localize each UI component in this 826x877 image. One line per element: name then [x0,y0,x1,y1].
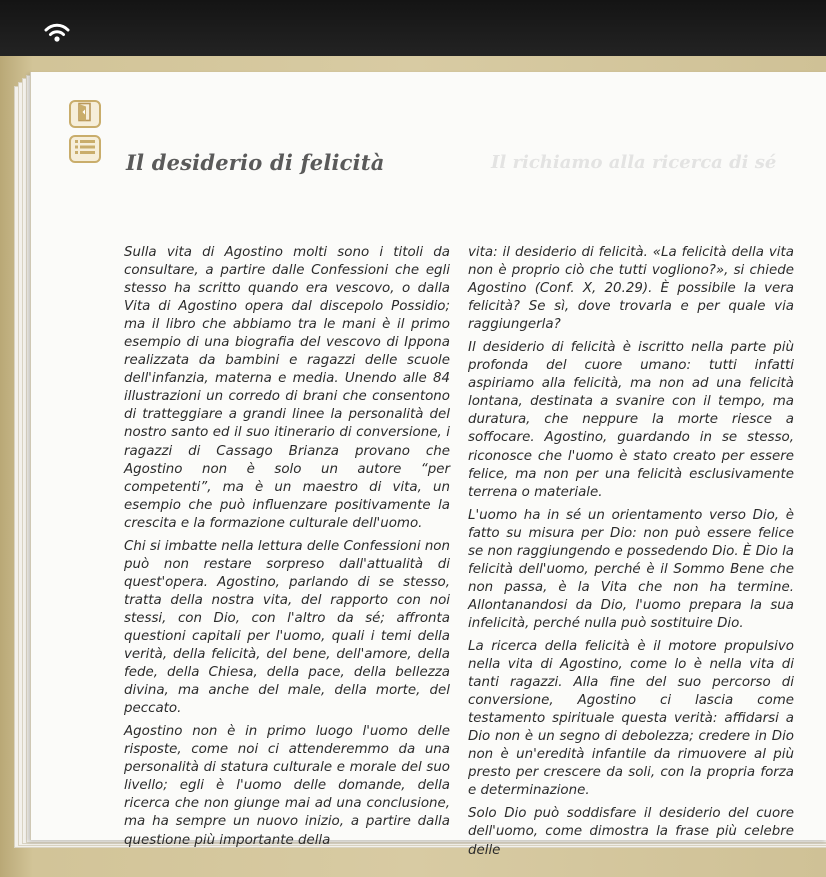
menu-button[interactable] [69,135,101,163]
paragraph: Il desiderio di felicità è iscritto nella parte più profonda del cuore umano: tutti infatti aspiriamo alla felicità, ma non ad una felicità lontana, destinata a svanire con il tempo, ma duratura, che neppure la morte riesce a soffocare. Agostino, guardando in se stesso, riconosce che l'uomo è stato creato per essere felice, ma non per una felicità esclusivamente terrena o materiale. [468,340,794,500]
paragraph: Agostino non è in primo luogo l'uomo delle risposte, come noi ci attenderemmo da una personalità di statura culturale e morale del suo livello; egli è l'uomo delle domande, della ricerca che non giunge mai ad una conclusione, ma ha sempre un nuovo inizio, a partire dalla questione più importante della [124,724,450,848]
page-title: Il desiderio di felicità [126,150,385,175]
paragraph: L'uomo ha in sé un orientamento verso Dio, è fatto su misura per Dio: non può essere felice se non raggiungendo e possedendo Dio. È Dio la felicità dell'uomo, perché è il Sommo Bene che non passa, è la Vita che non ha termine. Allontanandosi da Dio, l'uomo prepara la sua infelicità, perché nulla può sostituire Dio. [468,507,794,631]
list-menu-icon [74,139,96,159]
bleed-through-text: Il richiamo alla ricerca di sé [491,152,777,173]
exit-door-icon [75,102,95,126]
paragraph: Sulla vita di Agostino molti sono i titoli da consultare, a partire dalle Confessioni che egli stesso ha scritto quando era vescovo, o dalla Vita di Agostino opera dal discepolo Possidio; ma il libro che abbiamo tra le mani è il primo esempio di una biografia del vescovo di Ippona realizzata da bambini e ragazzi delle scuole dell'infanzia, materna e media. Unendo alle 84 illustrazioni un corredo di brani che consentono di tratteggiare a grandi linee la personalità del nostro santo ed il suo itinerario di conversione, i ragazzi di Cassago Brianza provano che Agostino non è solo un autore “per competenti”, ma è un maestro di vita, un esempio che può influenzare positivamente la crescita e la formazione culturale dell'uomo. [124,245,450,531]
paragraph: vita: il desiderio di felicità. «La felicità della vita non è proprio ciò che tutti vogliono?», si chiede Agostino (Conf. X, 20.29). È possibile la vera felicità? Se sì, dove trovarla e per quale via raggiungerla? [468,245,794,333]
wifi-icon [44,22,70,44]
status-bar [0,0,826,56]
text-column-right [468,244,794,865]
paragraph: Chi si imbatte nella lettura delle Confessioni non può non restare sorpreso dall'attualità di quest'opera. Agostino, parlando di se stesso, tratta della nostra vita, del rapporto con noi stessi, con Dio, con l'altro da sé; affronta questioni capitali per l'uomo, quali i temi della verità, della felicità, del bene, dell'amore, della fede, della Chiesa, della pace, della bellezza divina, ma anche del male, della morte, del peccato. [124,538,450,717]
paragraph: La ricerca della felicità è il motore propulsivo nella vita di Agostino, come lo è nella vita di tanti ragazzi. Alla fine del suo percorso di conversione, Agostino ci lascia come testamento spirituale questa verità: affidarsi a Dio non è un segno di debolezza; credere in Dio non è un'eredità infantile da rimuovere al più presto per crescere da soli, con la propria forza e determinazione. [468,638,794,799]
book-page [30,72,826,858]
exit-button[interactable] [69,100,101,128]
text-column-left [124,244,450,855]
paragraph: Solo Dio può soddisfare il desiderio del cuore dell'uomo, come dimostra la frase più celebre delle [468,806,794,858]
